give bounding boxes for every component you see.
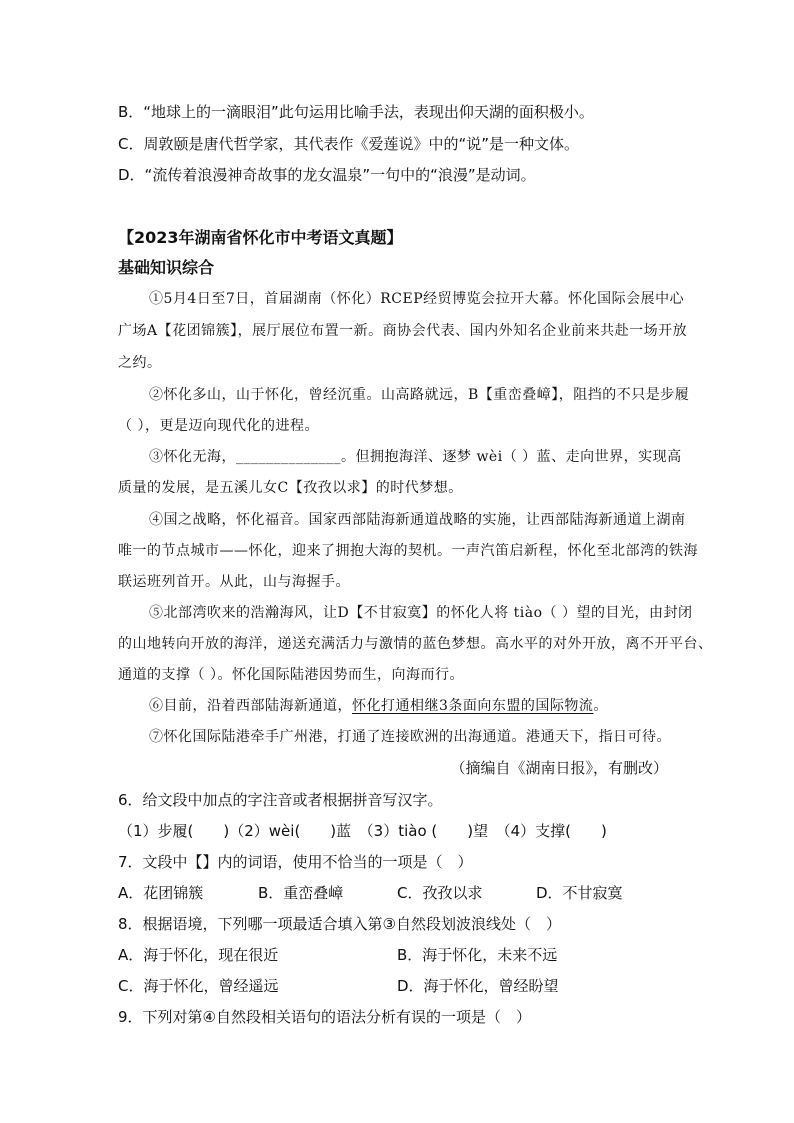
question-7: 7．文段中【】内的词语，使用不恰当的一项是（ ） — [118, 853, 473, 871]
passage-p2-line1: ②怀化多山，山于怀化，曾经沉重。山高路就远，B【重峦叠嶂】，阻挡的不只是步履 — [149, 387, 690, 403]
passage-p1-line1: ①5月4日至7日，首届湖南（怀化）RCEP经贸博览会拉开大幕。怀化国际会展中心 — [149, 291, 685, 307]
passage-p1-line2: 广场A【花团锦簇】，展厅展位布置一新。商协会代表、国内外知名企业前来共赴一场开放 — [118, 323, 688, 339]
passage-p4-line1: ④国之战略，怀化福音。国家西部陆海新通道战略的实施，让西部陆海新通道上湖南 — [149, 512, 686, 528]
question-6-items: （1）步履( )（2）wèi( )蓝 （3）tiào ( )望 （4）支撑( ) — [118, 822, 607, 840]
q8-option-a: A．海于怀化，现在很近 — [118, 946, 279, 964]
passage-p2-line2: （ ），更是迈向现代化的进程。 — [118, 418, 319, 434]
passage-p4-line3: 联运班列首开。从此，山与海握手。 — [118, 574, 350, 590]
question-8: 8．根据语境，下列哪一项最适合填入第③自然段划波浪线处（ ） — [118, 915, 561, 933]
option-c: C．周敦颐是唐代哲学家，其代表作《爱莲说》中的“说”是一种文体。 — [118, 135, 580, 153]
passage-p5-line2: 的山地转向开放的海洋，递送充满活力与激情的蓝色梦想。高水平的对外开放，离不开平台、 — [118, 636, 713, 652]
passage-p3-line1: ③怀化无海，______________。但拥抱海洋、逐梦 wèi（ ）蓝、走向世界，实现高 — [149, 449, 682, 465]
q7-option-b: B．重峦叠嶂 — [258, 884, 344, 902]
passage-p6 — [149, 696, 608, 716]
q7-option-d: D．不甘寂寞 — [536, 884, 623, 902]
passage-source: （摘编自《湖南日报》，有删改） — [450, 759, 668, 777]
q7-option-c: C．孜孜以求 — [397, 884, 483, 902]
passage-p1-line3: 之约。 — [118, 355, 162, 371]
passage-p4-line2: 唯一的节点城市——怀化，迎来了拥抱大海的契机。一声汽笛启新程，怀化至北部湾的铁海 — [118, 543, 698, 559]
passage-p3-line2: 质量的发展，是五溪儿女C【孜孜以求】的时代梦想。 — [118, 480, 463, 496]
q7-option-a: A．花团锦簇 — [118, 884, 204, 902]
passage-p6-pre: ⑥目前，沿着西部陆海新通道， — [149, 698, 352, 714]
question-6: 6．给文段中加点的字注音或者根据拼音写汉字。 — [118, 791, 443, 809]
section-subtitle: 基础知识综合 — [118, 258, 215, 277]
passage-p6-underlined: 怀化打通相继3条面向东盟的国际物流 — [352, 698, 594, 714]
q8-option-d: D．海于怀化，曾经盼望 — [397, 977, 559, 995]
passage-p5-line3: 通道的支撑（ ）。怀化国际陆港因势而生，向海而行。 — [118, 667, 464, 683]
passage-p7: ⑦怀化国际陆港牵手广州港，打通了连接欧洲的出海通道。港通天下，指日可待。 — [149, 729, 671, 745]
question-9: 9．下列对第④自然段相关语句的语法分析有误的一项是（ ） — [118, 1008, 531, 1026]
passage-p6-post: 。 — [593, 698, 608, 714]
q8-option-b: B．海于怀化，未来不远 — [397, 946, 558, 964]
section-title: 【2023年湖南省怀化市中考语文真题】 — [118, 228, 403, 247]
option-b: B．“地球上的一滴眼泪”此句运用比喻手法，表现出仰天湖的面积极小。 — [118, 103, 594, 121]
q8-option-c: C．海于怀化，曾经遥远 — [118, 977, 279, 995]
passage-p5-line1: ⑤北部湾吹来的浩瀚海风，让D【不甘寂寞】的怀化人将 tiào（ ）望的目光，由封闭 — [149, 605, 693, 621]
option-d: D．“流传着浪漫神奇故事的龙女温泉”一句中的“浪漫”是动词。 — [118, 166, 536, 184]
